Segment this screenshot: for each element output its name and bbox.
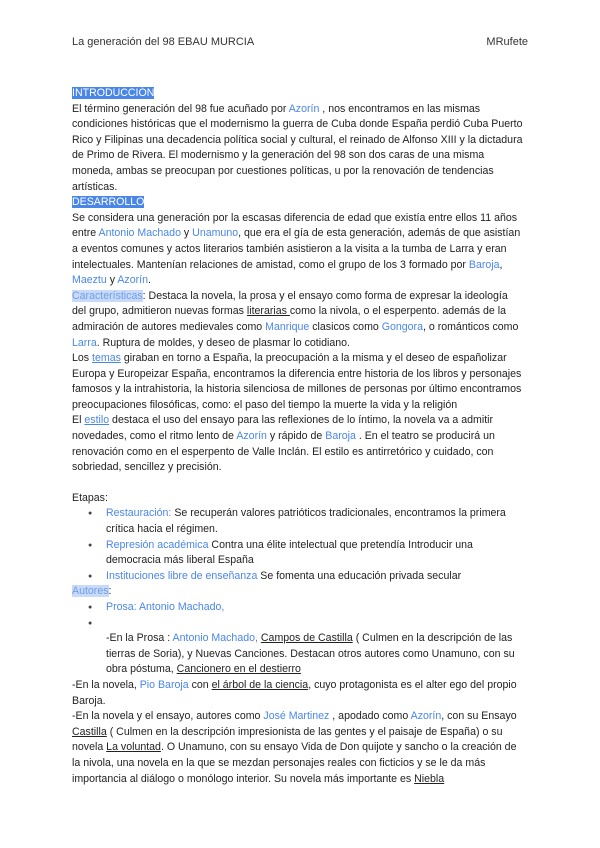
ensayo-paragraph: -En la novela y el ensayo, autores como José Martinez , apodado como Azorín, con su Ensayo Castilla ( Culmen en la descripción impresionista de las gentes y el paisaje de España) o su novela La voluntad. O Unamuno, con su ensayo Vida de Don quijote y sancho o la creación de la nivola, una novela en la que se mezdan personajes reales con ficticios y se le da más importancia al diálogo o monólogo interior. Su novela más importante es Niebla xyxy=(72,710,517,785)
name-unamuno: Unamuno xyxy=(192,227,239,240)
desarrollo-heading: DESARROLLO xyxy=(72,196,145,209)
estilo-label: estilo xyxy=(84,414,110,427)
intro-heading: INTRODUCCIÓN xyxy=(72,87,155,99)
name-maeztu: Maeztu xyxy=(72,274,107,287)
autores-heading: Autores: xyxy=(72,585,112,598)
header-author: MRufete xyxy=(486,36,528,48)
name-azorin: Azorín xyxy=(117,274,148,287)
link-azorin: Azorín xyxy=(288,102,320,115)
etapas-label: Etapas: xyxy=(72,491,108,504)
prosa-paragraph: -En la Prosa : Antonio Machado, Campos de Castilla ( Culmen en la descripción de las tierras de Soria), y Nuevas Canciones. Destacan otros autores como Unamuno, con su obra póstuma, Cancionero en el destierro xyxy=(106,632,515,676)
caracteristicas-paragraph: Características: Destaca la novela, la prosa y el ensayo como forma de expresar la ideología del grupo, admitieron nuevas formas literarias como la nivola, o el esperpento. además de la admiración de autores medievales como Manrique clasicos como Gongora, o románticos como Larra. Ruptura de moldes, y deseo de plasmar lo cotidiano. xyxy=(72,289,519,349)
page-header xyxy=(72,36,528,48)
name-baroja: Baroja xyxy=(468,258,500,271)
document-body xyxy=(72,86,524,787)
header-title: La generación del 98 EBAU MURCIA xyxy=(72,36,255,48)
list-item: ● Represión académica Contra una élite intelectual que pretendía Introducir una democracia más liberal España xyxy=(106,538,524,569)
intro-paragraph: El término generación del 98 fue acuñado por Azorín , nos encontramos en las mismas condiciones históricas que el modernismo la guerra de Cuba donde España perdió Cuba Puerto Rico y Filipinas una decadencia política social y cultural, el reinado de Alfonso XIII y la dictadura de Primo de Rivera. El modernismo y la generación del 98 son dos caras de una misma moneda, ambas se preocupan por cuestiones políticas, u por la renovación de tendencias artísticas. xyxy=(72,102,523,193)
temas-label: temas xyxy=(92,352,121,365)
list-item xyxy=(106,616,524,632)
desarrollo-paragraph: Se considera una generación por la escasas diferencia de edad que existía entre ellos 11 años entre Antonio Machado y Unamuno, que era el gía de esta generación, además de que asistían a eventos comunes y actos literarios también asistieron a la visita a la tumba de Larra y eran intelectuales. Mantenían relaciones de amistad, como el grupo de los 3 formado por Baroja, Maeztu y Azorín. xyxy=(72,211,521,287)
autores-list xyxy=(72,600,524,631)
estilo-paragraph: El estilo destaca el uso del ensayo para las reflexiones de lo íntimo, la novela va a admitir novedades, como el ritmo lento de Azorín y rápido de Baroja . En el teatro se producirá un renovación como en el esperpento de Valle Inclán. El estilo es antirretórico y cuidado, con sobriedad, sencillez y precisión. xyxy=(72,414,495,474)
etapas-list xyxy=(72,506,524,584)
list-item: ● Prosa: Antonio Machado, xyxy=(106,600,524,616)
list-item: ● Instituciones libre de enseñanza Se fomenta una educación privada secular xyxy=(106,569,524,585)
temas-paragraph: Los temas giraban en torno a España, la preocupación a la misma y el deseo de españolizar Europa y Europeizar España, encontramos la diferencia entre historia de los libros y personajes famosos y la intrahistoria, la historia silenciosa de millones de personas por último encontramos preocupaciones filosóficas, como: el paso del tiempo la muerte la vida y la religión xyxy=(72,352,522,411)
list-item: ● Restauración: Se recuperán valores patrióticos tradicionales, encontramos la primera crítica hacia el régimen. xyxy=(106,506,524,537)
novela-paragraph: -En la novela, Pio Baroja con el árbol de la ciencia, cuyo protagonista es el alter ego del propio Baroja. xyxy=(72,678,517,707)
name-machado: Antonio Machado xyxy=(98,227,181,240)
caracteristicas-label: Características xyxy=(72,289,143,302)
